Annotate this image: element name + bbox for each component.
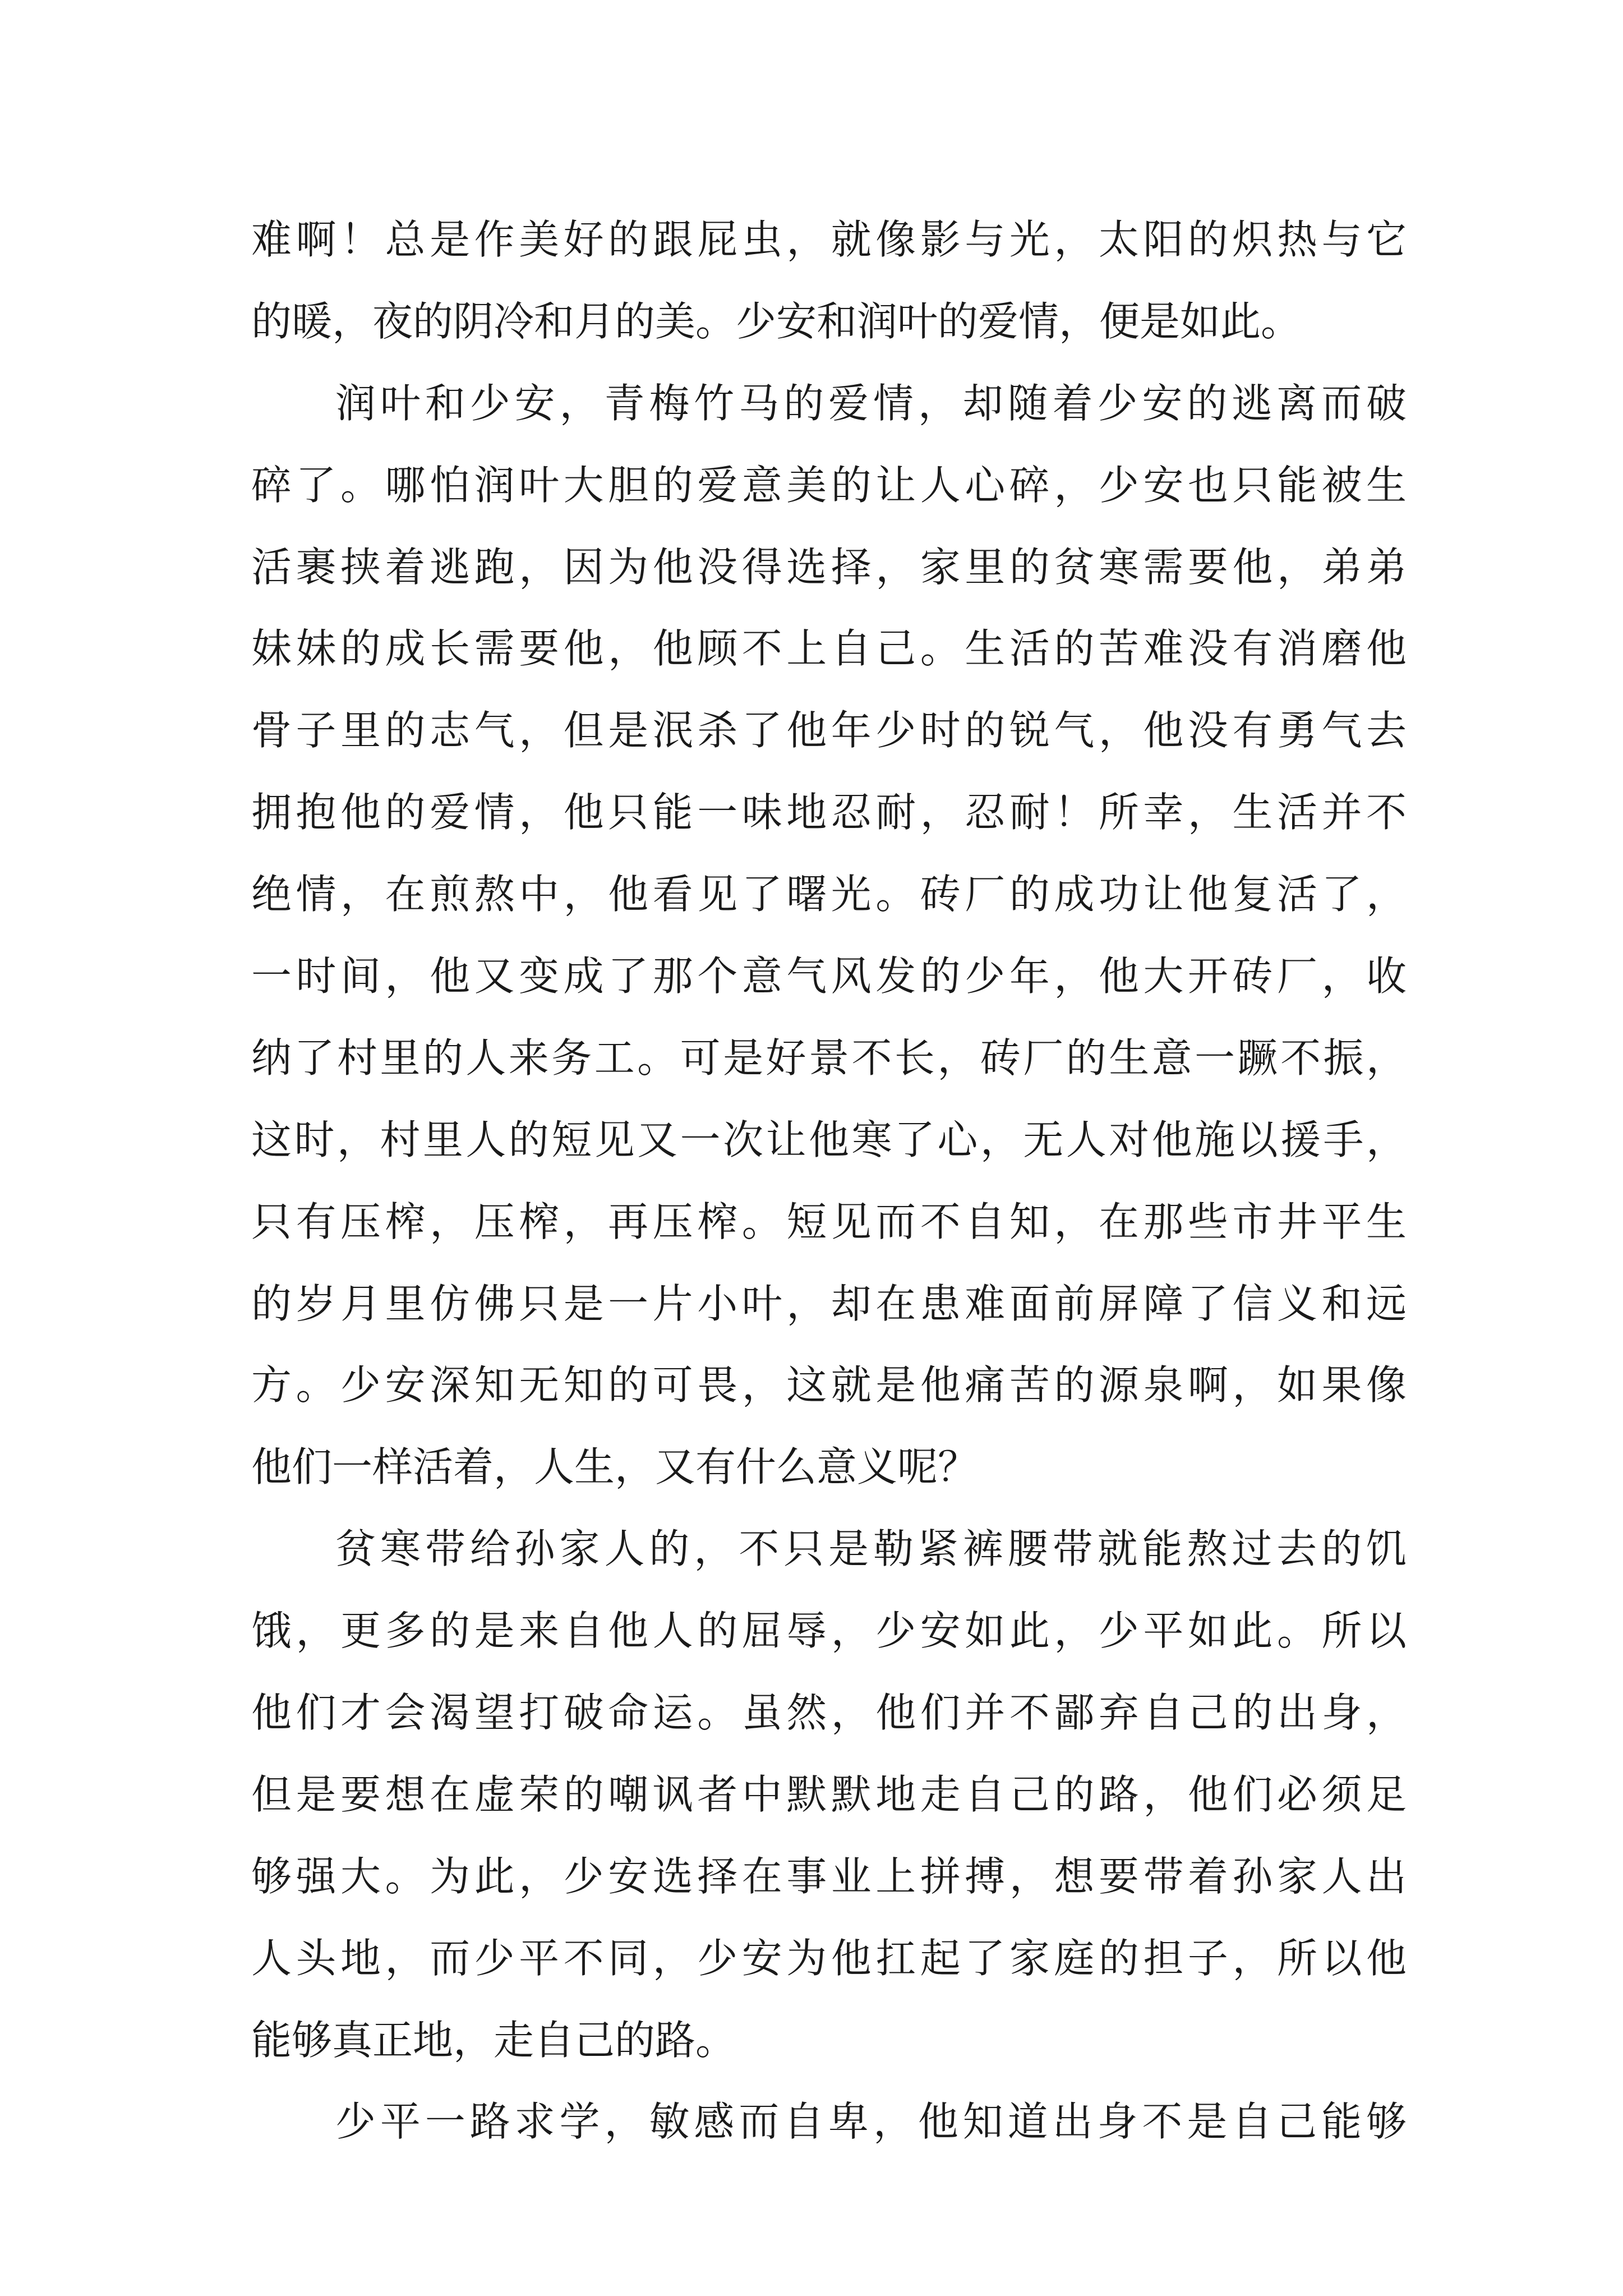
text-line: 的岁月里仿佛只是一片小叶，却在患难面前屏障了信义和远 [251, 1280, 1407, 1327]
text-line: 碎了。哪怕润叶大胆的爱意美的让人心碎，少安也只能被生 [251, 461, 1407, 509]
text-line: 能够真正地，走自己的路。 [251, 2016, 736, 2064]
body-text [251, 199, 1407, 2163]
text-line: 绝情，在煎熬中，他看见了曙光。砖厂的成功让他复活了， [251, 871, 1407, 918]
text-line: 拥抱他的爱情，他只能一味地忍耐，忍耐！所幸，生活并不 [251, 789, 1407, 836]
text-line: 妹妹的成长需要他，他顾不上自己。生活的苦难没有消磨他 [251, 625, 1407, 673]
text-line: 的暖，夜的阴冷和月的美。少安和润叶的爱情，便是如此。 [251, 297, 1302, 345]
text-line: 骨子里的志气，但是泯杀了他年少时的锐气，他没有勇气去 [251, 707, 1407, 754]
text-line: 方。少安深知无知的可畏，这就是他痛苦的源泉啊，如果像 [251, 1361, 1407, 1409]
text-line: 饿，更多的是来自他人的屈辱，少安如此，少平如此。所以 [251, 1607, 1407, 1655]
paragraph-start-line: 贫寒带给孙家人的，不只是勒紧裤腰带就能熬过去的饥 [335, 1525, 1407, 1573]
text-line: 他们一样活着，人生，又有什么意义呢？ [251, 1443, 979, 1491]
text-line: 他们才会渴望打破命运。虽然，他们并不鄙弃自己的出身， [251, 1689, 1407, 1737]
text-line: 只有压榨，压榨，再压榨。短见而不自知，在那些市井平生 [251, 1198, 1407, 1245]
text-line: 活裹挟着逃跑，因为他没得选择，家里的贫寒需要他，弟弟 [251, 543, 1407, 591]
text-line: 一时间，他又变成了那个意气风发的少年，他大开砖厂，收 [251, 953, 1407, 1000]
text-line: 纳了村里的人来务工。可是好景不长，砖厂的生意一蹶不振， [251, 1034, 1407, 1082]
text-line: 人头地，而少平不同，少安为他扛起了家庭的担子，所以他 [251, 1934, 1407, 1982]
paragraph-start-line: 润叶和少安，青梅竹马的爱情，却随着少安的逃离而破 [335, 379, 1407, 427]
text-line: 这时，村里人的短见又一次让他寒了心，无人对他施以援手， [251, 1116, 1407, 1163]
text-line: 但是要想在虚荣的嘲讽者中默默地走自己的路，他们必须足 [251, 1770, 1407, 1818]
paragraph-start-line: 少平一路求学，敏感而自卑，他知道出身不是自己能够 [335, 2098, 1407, 2146]
text-line: 够强大。为此，少安选择在事业上拼搏，想要带着孙家人出 [251, 1852, 1407, 1900]
text-line: 难啊！总是作美好的跟屁虫，就像影与光，太阳的炽热与它 [251, 216, 1407, 263]
